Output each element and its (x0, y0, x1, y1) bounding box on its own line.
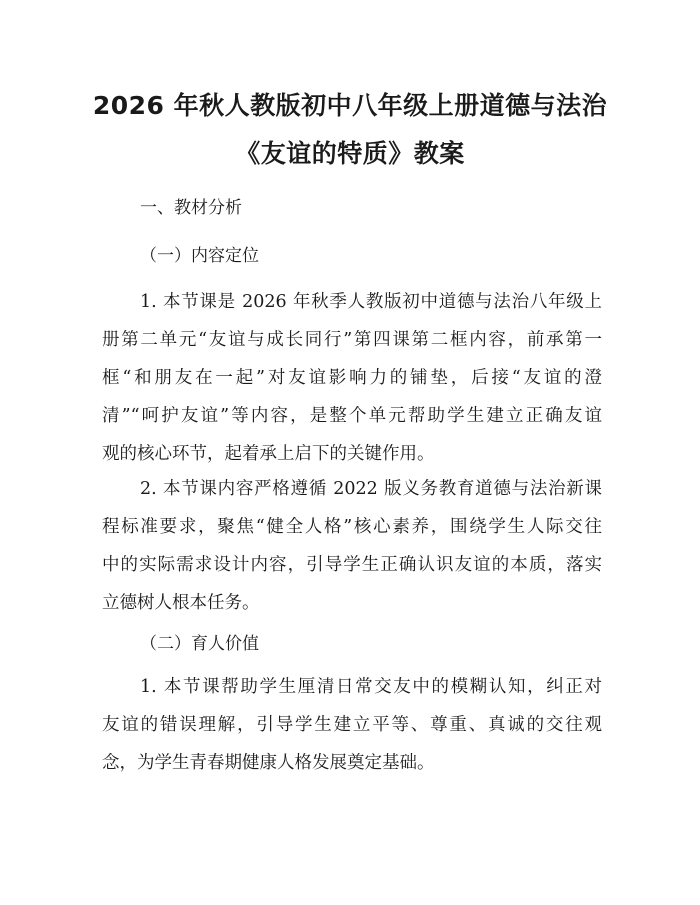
section-heading-textbook-analysis: 一、教材分析 (140, 198, 242, 218)
subsection-heading-content-positioning: （一）内容定位 (140, 246, 259, 266)
subsection-heading-educational-value: （二）育人价值 (140, 634, 259, 654)
paragraph-content-positioning-2 (102, 470, 602, 622)
paragraph-line: 1. 本节课是 2026 年秋季人教版初中道德与法治八年级上 (140, 292, 602, 312)
paragraph-line: 中的实际需求设计内容，引导学生正确认识友谊的本质，落实 (102, 555, 602, 575)
paragraph-line: 立德树人根本任务。 (102, 593, 260, 613)
paragraph-line: 1. 本节课帮助学生厘清日常交友中的模糊认知，纠正对 (140, 677, 602, 697)
paragraph-line: 念，为学生青春期健康人格发展奠定基础。 (102, 753, 435, 773)
document-title-line-2: 《友谊的特质》教案 (235, 139, 465, 168)
paragraph-educational-value-1 (102, 668, 602, 782)
paragraph-line: 清”“呵护友谊”等内容，是整个单元帮助学生建立正确友谊 (102, 406, 602, 426)
paragraph-line: 框“和朋友在一起”对友谊影响力的铺垫，后接“友谊的澄 (102, 368, 602, 388)
paragraph-line: 程标准要求，聚焦“健全人格”核心素养，围绕学生人际交往 (102, 517, 602, 537)
paragraph-line: 观的核心环节，起着承上启下的关键作用。 (102, 444, 435, 464)
paragraph-line: 2. 本节课内容严格遵循 2022 版义务教育道德与法治新课 (140, 479, 602, 499)
paragraph-content-positioning-1 (102, 283, 602, 473)
paragraph-line: 友谊的错误理解，引导学生建立平等、尊重、真诚的交往观 (102, 715, 602, 735)
document-title-line-1: 2026 年秋人教版初中八年级上册道德与法治 (92, 91, 608, 120)
paragraph-line: 册第二单元“友谊与成长同行”第四课第二框内容，前承第一 (102, 330, 602, 350)
